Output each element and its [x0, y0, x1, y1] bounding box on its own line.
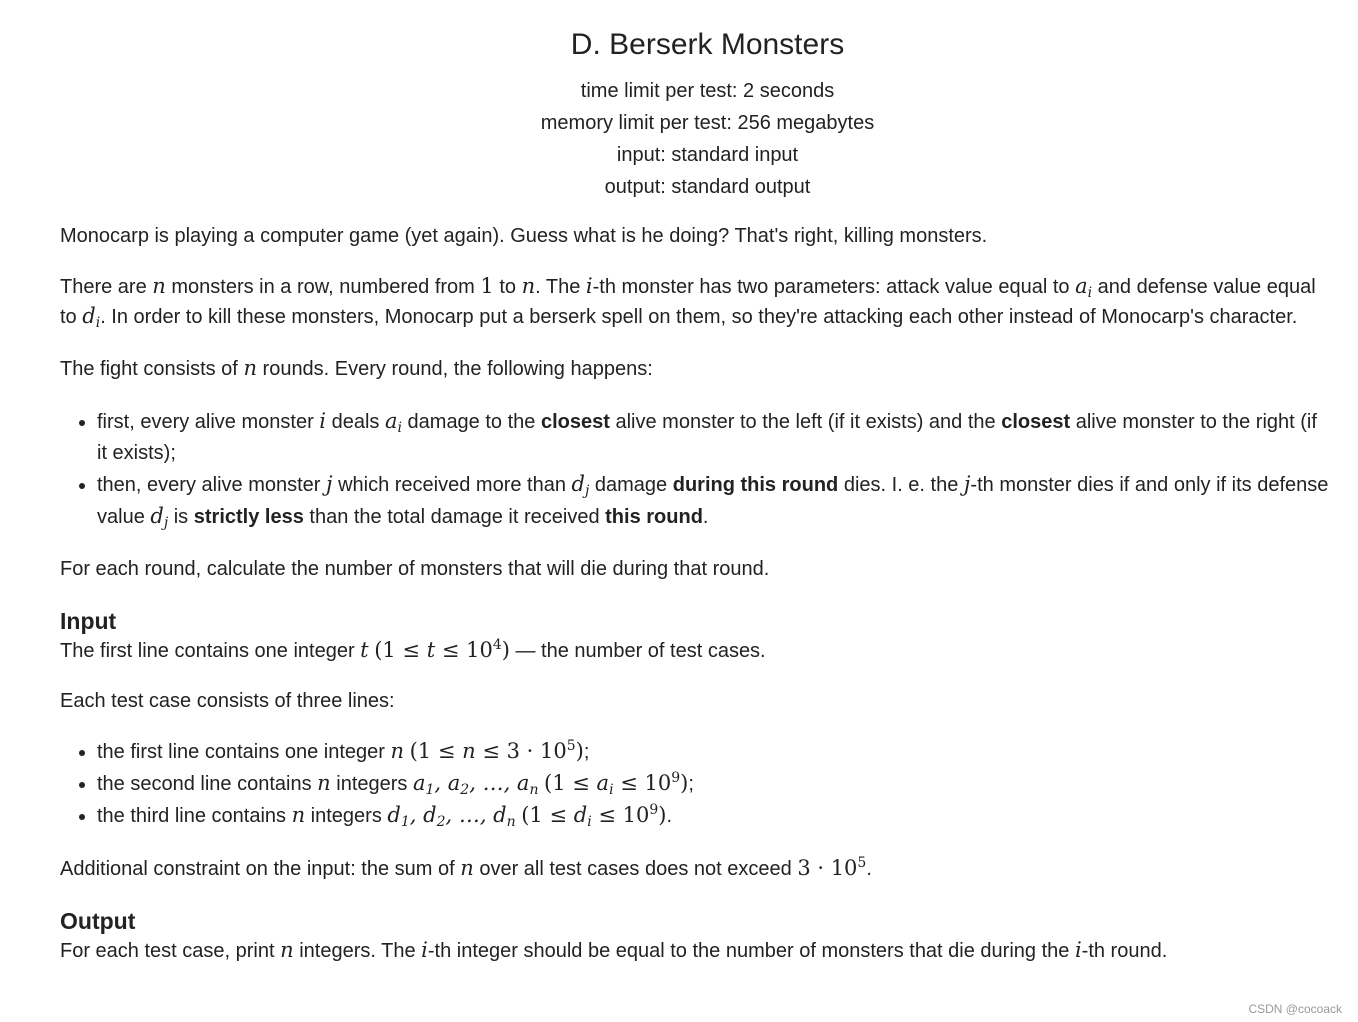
memory-limit: memory limit per test: 256 megabytes	[540, 112, 875, 134]
list-item: • the first line contains one integer n $(1 \le n \le 3 \cdot 10^5)$;	[97, 736, 1330, 768]
list-item: • the third line contains n integers $d_1$, $d_2$, …, $d_n$ $(1 \le d_i \le 10^9)$.	[97, 800, 1330, 832]
output-spec: output: standard output	[604, 176, 811, 198]
output-section-title: Output	[60, 908, 136, 934]
statement-paragraph-1: Monocarp is playing a computer game (yet again). Guess what is he doing? That's right, killing monsters.	[60, 225, 988, 247]
watermark: CSDN @cocoack	[1248, 1002, 1342, 1016]
time-limit: time limit per test: 2 seconds	[580, 80, 835, 102]
problem-header	[60, 27, 1355, 203]
input-lines-list	[60, 736, 1330, 832]
statement-paragraph-4: For each round, calculate the number of monsters that will die during that round.	[60, 558, 770, 580]
input-spec: input: standard input	[616, 144, 799, 166]
input-section-title: Input	[60, 608, 117, 634]
list-item: • then, every alive monster j which received more than $d_j$ damage during this round dies. I. e. the j-th monster dies if and only if its defense value $d_j$ is strictly less than the total damage it received this round.	[97, 469, 1330, 533]
problem-title: D. Berserk Monsters	[570, 28, 845, 61]
output-paragraph-1: For each test case, print n integers. The i-th integer should be equal to the number of monsters that die during the i-th round.	[60, 938, 1168, 962]
statement-paragraph-2: There are n monsters in a row, numbered from 1 to n. The i-th monster has two parameters: attack value equal to $a_i$ and defense value equal to $d_i$. In order to kill these monsters, Monocarp put a berserk spell on them, so they're attacking each other instead of Monocarp's character.	[60, 274, 1316, 331]
problem-statement	[60, 0, 1330, 966]
round-rules-list	[60, 406, 1330, 533]
input-paragraph-3: Additional constraint on the input: the sum of n over all test cases does not exceed $3 \cdot 10^5$.	[60, 855, 872, 880]
list-item: • the second line contains n integers $a_1$, $a_2$, …, $a_n$ $(1 \le a_i \le 10^9)$;	[97, 768, 1330, 800]
statement-paragraph-3: The fight consists of n rounds. Every round, the following happens:	[60, 356, 653, 380]
list-item: • first, every alive monster i deals $a_i$ damage to the closest alive monster to the left (if it exists) and the closest alive monster to the right (if it exists);	[97, 406, 1330, 469]
input-paragraph-1: The first line contains one integer t $(1 \le t \le 10^4)$ — the number of test cases.	[60, 637, 766, 662]
input-paragraph-2: Each test case consists of three lines:	[60, 690, 395, 712]
